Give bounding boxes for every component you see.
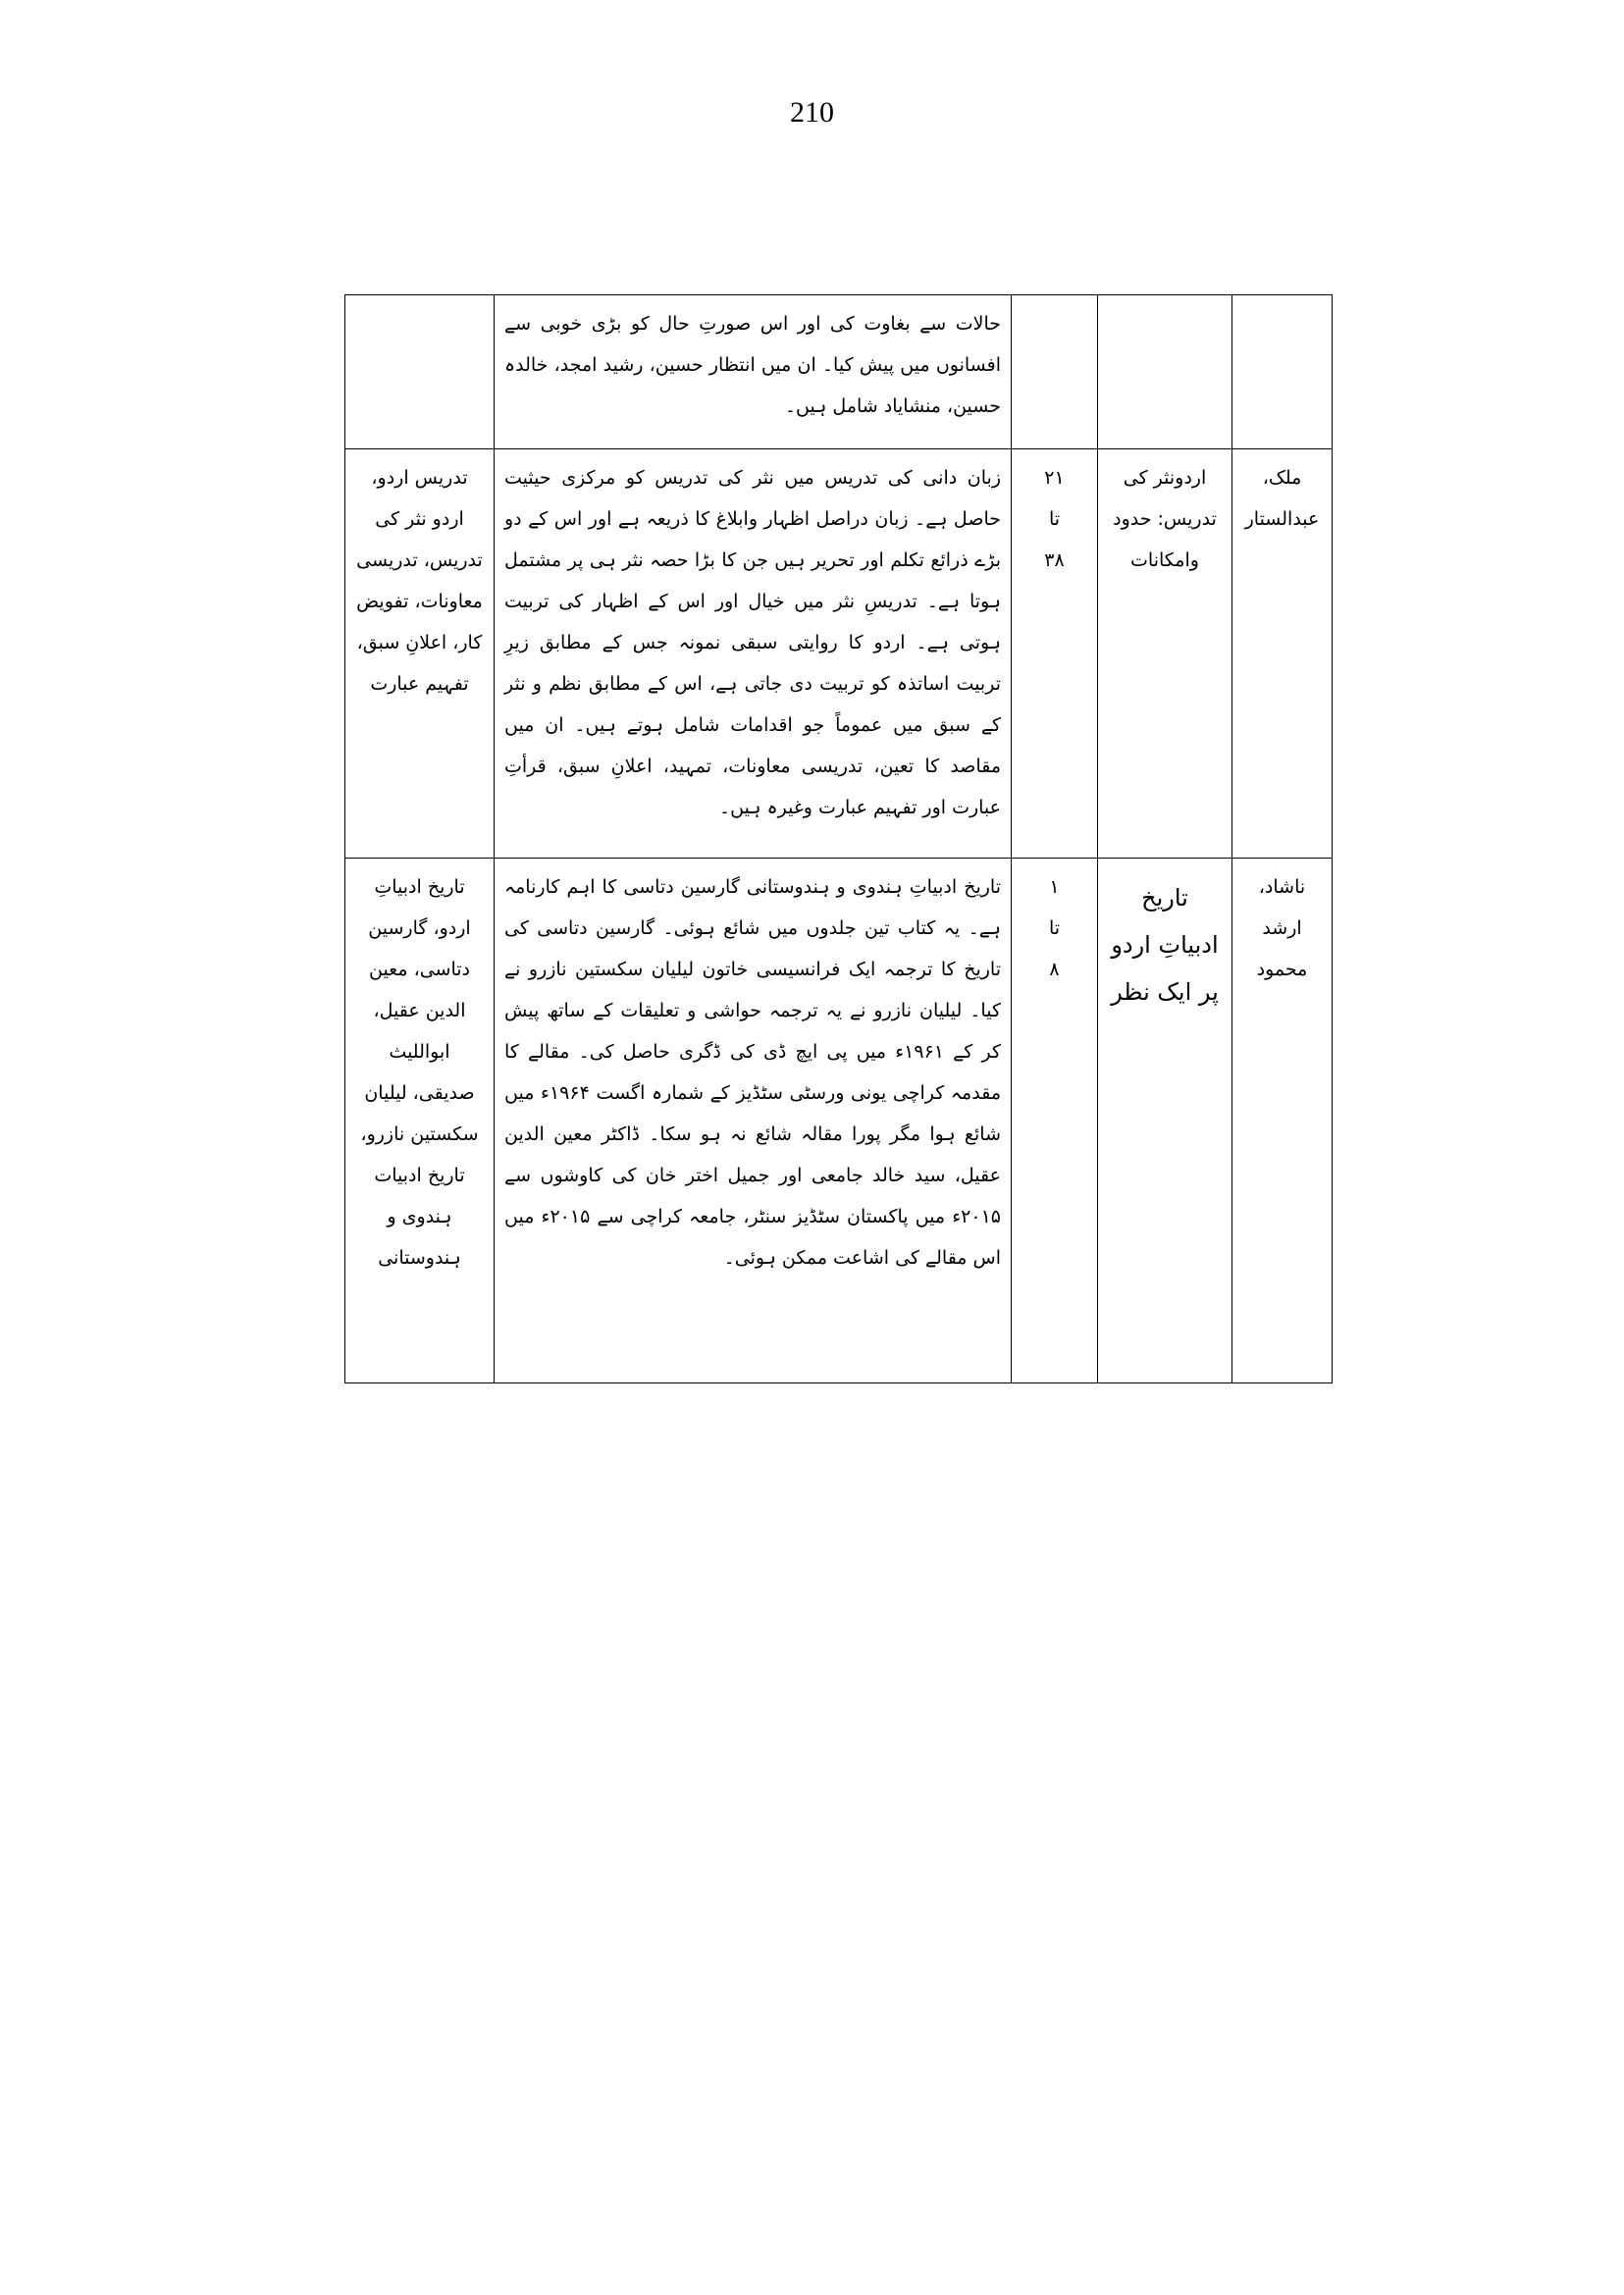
- author-cell: [1232, 295, 1333, 449]
- table-row: [345, 295, 1333, 449]
- pages-start: ۱: [1049, 876, 1060, 898]
- pages-end: ۸: [1049, 959, 1060, 980]
- title-cell: اردونثر کی تدریس: حدود وامکانات: [1098, 449, 1232, 859]
- keywords-cell: تدریس اردو، اردو نثر کی تدریس، تدریسی معاونات، تفویض کار، اعلانِ سبق، تفہیم عبارت: [345, 449, 495, 859]
- table-row: [345, 859, 1333, 1383]
- author-cell: ناشاد، ارشد محمود: [1232, 859, 1333, 1383]
- pages-start: ۲۱: [1044, 467, 1065, 489]
- pages-separator: تا: [1048, 917, 1061, 939]
- bibliography-table: [344, 294, 1333, 1383]
- summary-cell: حالات سے بغاوت کی اور اس صورتِ حال کو بڑی خوبی سے افسانوں میں پیش کیا۔ ان میں انتظار حسین، رشید امجد، خالدہ حسین، منشایاد شامل ہیں۔: [495, 295, 1012, 449]
- author-cell: ملک، عبدالستار: [1232, 449, 1333, 859]
- pages-cell: [1012, 295, 1098, 449]
- page-number: 210: [790, 96, 834, 129]
- summary-cell: زبان دانی کی تدریس میں نثر کی تدریس کو مرکزی حیثیت حاصل ہے۔ زبان دراصل اظہار وابلاغ کا ذریعہ ہے اور اس کے دو بڑے ذرائع تکلم اور تحریر ہیں جن کا بڑا حصہ نثر ہی پر مشتمل ہوتا ہے۔ تدریسِ نثر میں خیال اور اس کے اظہار کی تربیت ہوتی ہے۔ اردو کا روایتی سبقی نمونہ جس کے مطابق زیرِ تربیت اساتذہ کو تربیت دی جاتی ہے، اس کے مطابق نظم و نثر کے سبق میں عموماً جو اقدامات شامل ہوتے ہیں۔ ان میں مقاصد کا تعین، تدریسی معاونات، تمہید، اعلانِ سبق، قرأتِ عبارت اور تفہیم عبارت وغیرہ ہیں۔: [495, 449, 1012, 859]
- pages-cell: [1012, 859, 1098, 1383]
- title-cell: تاریخ ادبیاتِ اردو پر ایک نظر: [1098, 859, 1232, 1383]
- keywords-cell: تاریخ ادبیاتِ اردو، گارسین دتاسی، معین الدین عقیل، ابواللیث صدیقی، لیلیان سکستین نازرو، تاریخ ادبیات ہندوی و ہندوستانی: [345, 859, 495, 1383]
- pages-separator: تا: [1048, 508, 1061, 530]
- pages-cell: [1012, 449, 1098, 859]
- pages-end: ۳۸: [1044, 549, 1065, 571]
- summary-cell: تاریخ ادبیاتِ ہندوی و ہندوستانی گارسین دتاسی کا اہم کارنامہ ہے۔ یہ کتاب تین جلدوں میں شائع ہوئی۔ گارسین دتاسی کی تاریخ کا ترجمہ ایک فرانسیسی خاتون لیلیان سکستین نازرو نے کیا۔ لیلیان نازرو نے یہ ترجمہ حواشی و تعلیقات کے ساتھ پیش کر کے ۱۹۶۱ء میں پی ایچ ڈی کی ڈگری حاصل کی۔ مقالے کا مقدمہ کراچی یونی ورسٹی سٹڈیز کے شمارہ اگست ۱۹۶۴ء میں شائع ہوا مگر پورا مقالہ شائع نہ ہو سکا۔ ڈاکٹر معین الدین عقیل، سید خالد جامعی اور جمیل اختر خان کی کاوشوں سے ۲۰۱۵ء میں پاکستان سٹڈیز سنٹر، جامعہ کراچی سے ۲۰۱۵ء میں اس مقالے کی اشاعت ممکن ہوئی۔: [495, 859, 1012, 1383]
- title-cell: [1098, 295, 1232, 449]
- table-row: [345, 449, 1333, 859]
- keywords-cell: [345, 295, 495, 449]
